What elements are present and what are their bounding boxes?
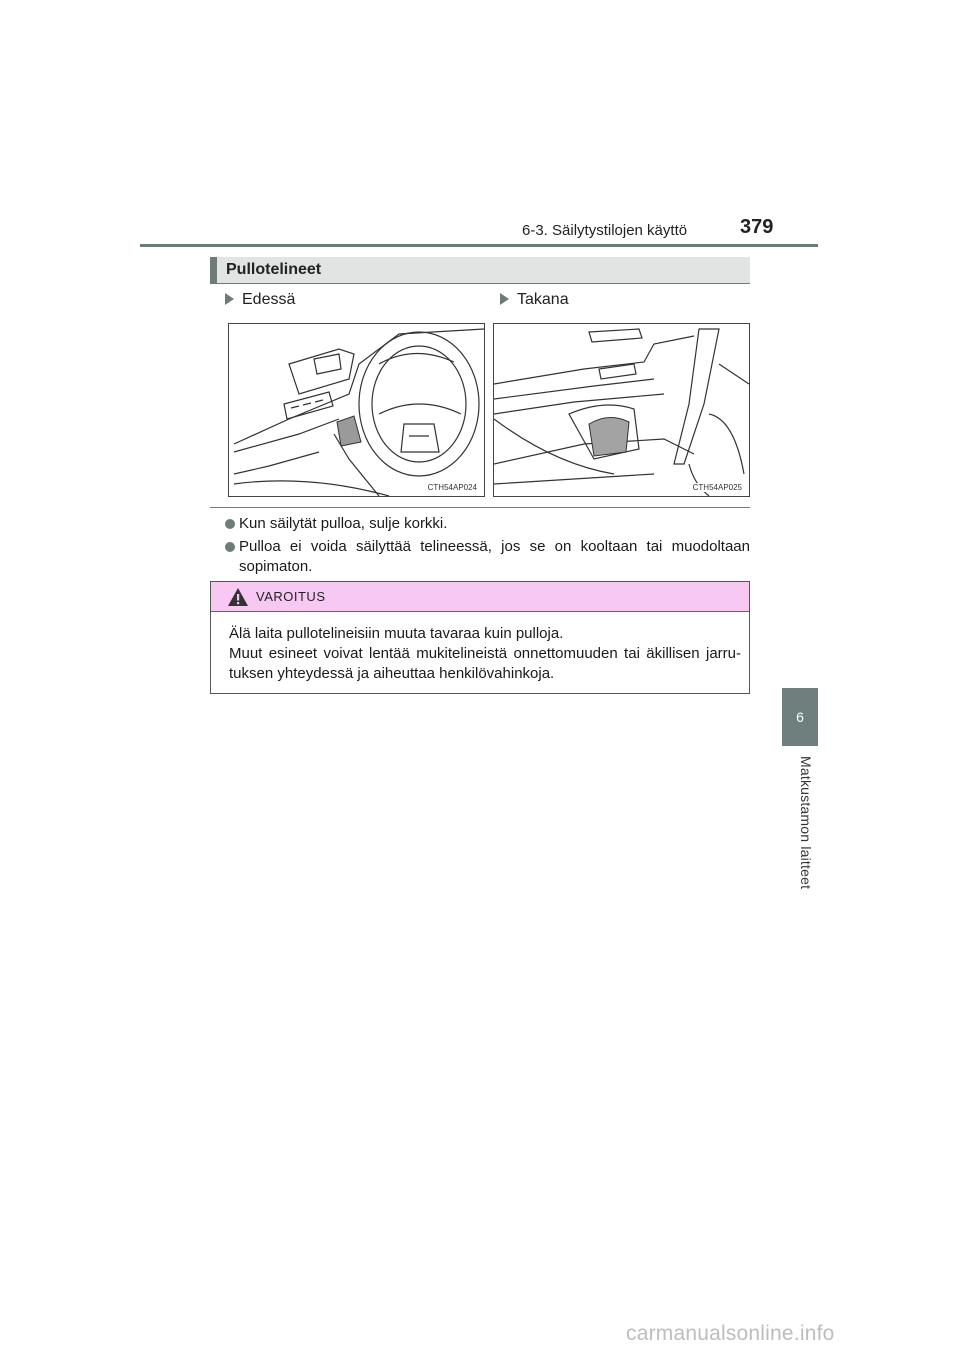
- figure-front-bottle-holder: [228, 323, 485, 497]
- bullet-item: [225, 537, 750, 577]
- bullet-text: Kun säilytät pulloa, sulje korkki.: [239, 515, 448, 532]
- arrow-right-icon: [225, 293, 234, 305]
- section-header: [210, 257, 750, 284]
- header-rule: [140, 244, 818, 247]
- bullet-icon: [225, 519, 235, 529]
- bullet-item: [225, 514, 750, 534]
- figure-label-front: [225, 291, 295, 309]
- warning-line: Älä laita pullotelineisiin muuta tavaraa kuin pulloja.: [229, 625, 564, 642]
- chapter-tab: [782, 688, 818, 746]
- chapter-number: 6: [796, 709, 804, 725]
- warning-header: [211, 582, 749, 612]
- figure-label-rear: [500, 291, 569, 309]
- warning-triangle-icon: [227, 587, 249, 607]
- figure-label-text: Edessä: [242, 291, 296, 308]
- front-door-illustration: [229, 324, 484, 496]
- section-header-accent: [210, 257, 217, 283]
- section-title: Pullotelineet: [226, 261, 322, 278]
- section-reference: 6-3. Säilytystilojen käyttö: [522, 222, 688, 239]
- bullet-text: Pulloa ei voida säilyttää telineessä, jos se on kooltaan tai muodoltaan sopimaton.: [239, 538, 750, 575]
- warning-title: VAROITUS: [256, 589, 326, 604]
- warning-body: [229, 624, 741, 684]
- warning-box: [210, 581, 750, 694]
- watermark: carmanualsonline.info: [626, 1322, 835, 1345]
- page-number: 379: [740, 216, 774, 238]
- rear-door-illustration: [494, 324, 749, 496]
- figure-code: CTH54AP024: [427, 483, 477, 492]
- figure-rear-bottle-holder: [493, 323, 750, 497]
- figure-code: CTH54AP025: [692, 483, 742, 492]
- chapter-title: Matkustamon laitteet: [798, 756, 814, 890]
- figure-label-text: Takana: [517, 291, 569, 308]
- content-divider: [210, 507, 750, 508]
- bullet-icon: [225, 542, 235, 552]
- warning-line: Muut esineet voivat lentää mukitelineistä onnettomuuden tai äkillisen jarrutuksen yhteydessä ja aiheuttaa henkilövahinkoja.: [229, 645, 741, 682]
- arrow-right-icon: [500, 293, 509, 305]
